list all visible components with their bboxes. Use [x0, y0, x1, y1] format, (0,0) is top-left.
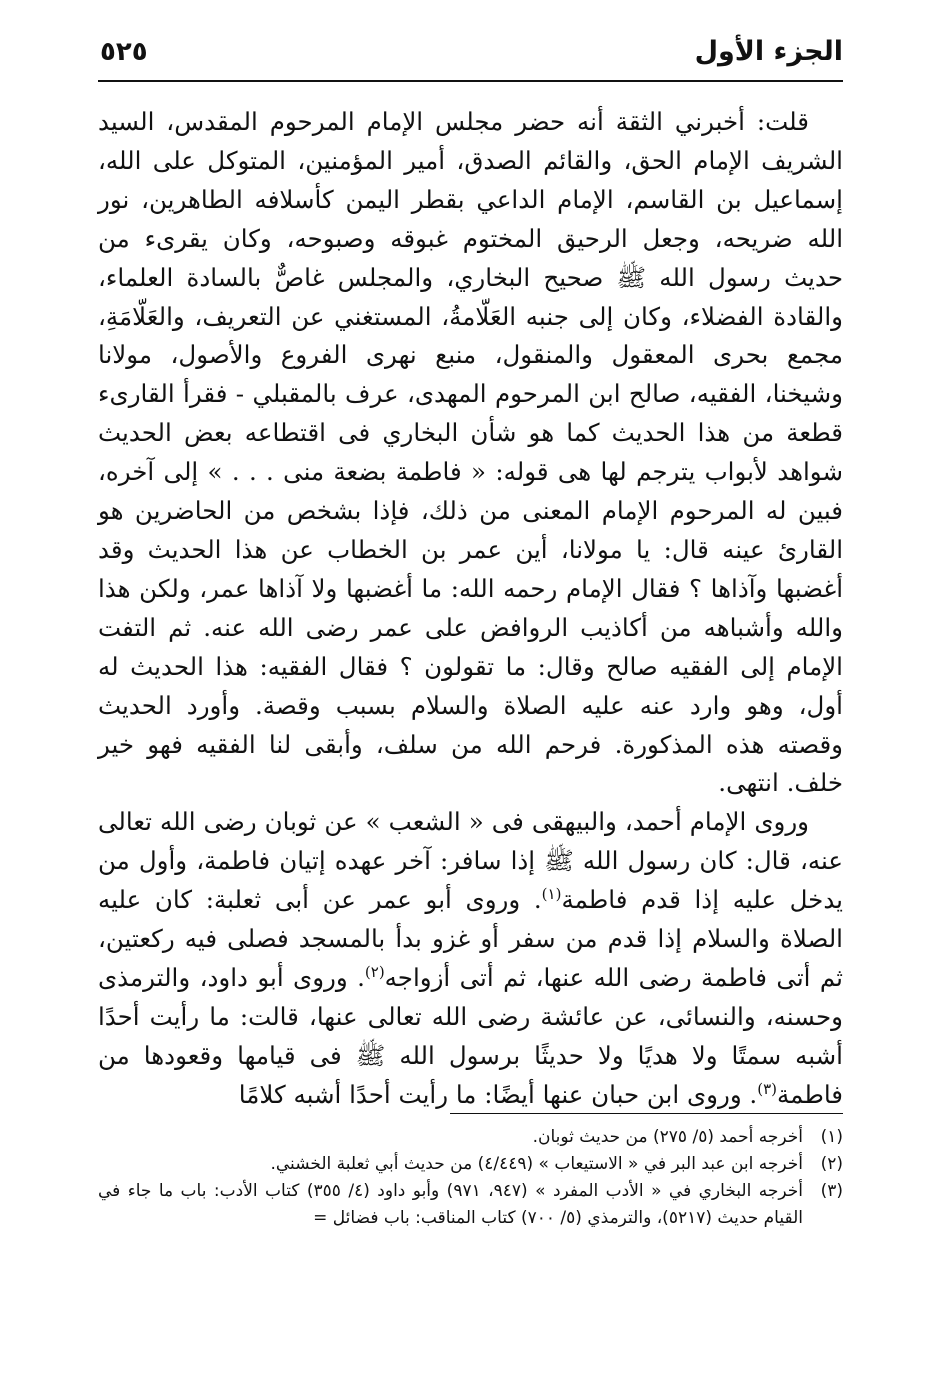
footnote-item — [98, 1151, 843, 1178]
footnote-item — [98, 1124, 843, 1151]
page-number: ٥٢٥ — [100, 37, 148, 67]
paragraph-2-part-d: . وروى ابن حبان عنها أيضًا: ما رأيت أحدًا أشبه كلامًا — [238, 1079, 758, 1109]
footnote-number: (٢) — [820, 1154, 843, 1174]
paragraph-2-part-c: . وروى أبو داود، والترمذى وحسنه، والنسائى، عن عائشة رضى الله تعالى عنها، قالت: ما رأيت أحدًا أشبه سمتًا ولا هديًا ولا حديثًا برسول الله ﷺ فى قيامها وقعودها من فاطمة — [98, 962, 843, 1109]
footnote-number: (١) — [820, 1127, 843, 1147]
footnote-ref-3[interactable]: (٣) — [757, 1079, 778, 1098]
footnote-text: أخرجه ابن عبد البر في « الاستيعاب » (٤/٤٤٩) من حديث أبي ثعلبة الخشني. — [270, 1154, 803, 1174]
volume-title: الجزء الأول — [694, 36, 843, 67]
main-text — [98, 103, 843, 1115]
footnote-number: (٣) — [820, 1181, 843, 1201]
footnote-ref-2[interactable]: (٢) — [364, 962, 385, 981]
paragraph-1: قلت: أخبرني الثقة أنه حضر مجلس الإمام المرحوم المقدس، السيد الشريف الإمام الحق، والقائم الصدق، أمير المؤمنين، المتوكل على الله، إسماعيل بن القاسم، الإمام الداعي بقطر اليمن كأسلافه الطاهرين، نور الله ضريحه، وجعل الرحيق المختوم غبوقه وصبوحه، وكان يقرىء من حديث رسول الله ﷺ صحيح البخاري، والمجلس غاصٌّ بالسادة العلماء، والقادة الفضلاء، وكان إلى جنبه العَلّامةُ، المستغني عن التعريف، والعَلّامَةِ، مجمع بحرى المعقول والمنقول، منبع نهرى الفروع والأصول، مولانا وشيخنا، الفقيه، صالح ابن المرحوم المهدى، عرف بالمقبلي - فقرأ القارىء قطعة من هذا الحديث كما هو شأن البخاري فى اقتطاعه بعض الحديث شواهد لأبواب يترجم لها هى قوله: « فاطمة بضعة منى . . . » إلى آخره، فبين له المرحوم الإمام المعنى من ذلك، فإذا بشخص من الحاضرين هو القارئ عينه قال: يا مولانا، أين عمر بن الخطاب عن هذا الحديث وقد أغضبها وآذاها ؟ فقال الإمام رحمه الله: ما أغضبها ولا آذاها عمر، ولكن هذا والله وأشباهه من أكاذيب الروافض على عمر رضى الله عنه. ثم التفت الإمام إلى الفقيه صالح وقال: ما تقولون ؟ فقال الفقيه: هذا الحديث له أول، وهو وارد عنه عليه الصلاة والسلام بسبب وقصة. وأورد الحديث وقصته هذه المذكورة. فرحم الله من سلف، وأبقى لنا الفقيه فهو خير خلف. انتهى. — [98, 107, 843, 798]
paragraph-2 — [98, 803, 843, 1114]
footnote-item — [98, 1178, 843, 1232]
paragraph-2-part-b: . وروى أبو عمر عن أبى ثعلبة: كان عليه الصلاة والسلام إذا قدم من سفر أو غزو بدأ بالمسجد فصلى فيه ركعتين، ثم أتى فاطمة رضى الله عنها، ثم أتى أزواجه — [98, 885, 843, 992]
header-divider — [98, 80, 843, 82]
footnote-text: أخرجه البخاري في « الأدب المفرد » (٩٤٧، ٩٧١) وأبو داود (٤/ ٣٥٥) كتاب الأدب: باب ما جاء في القيام حديث (٥٢١٧)، والترمذي (٥/ ٧٠٠) كتاب المناقب: باب فضائل = — [98, 1181, 803, 1228]
footnote-ref-1[interactable]: (١) — [541, 884, 562, 903]
footnote-text: أخرجه أحمد (٥/ ٢٧٥) من حديث ثوبان. — [532, 1127, 803, 1147]
running-header — [98, 30, 843, 80]
footnote-divider — [450, 1113, 843, 1114]
footnotes — [98, 1124, 843, 1232]
paragraph-2-part-a: وروى الإمام أحمد، والبيهقى فى « الشعب » عن ثوبان رضى الله تعالى عنه، قال: كان رسول الله ﷺ إذا سافر: آخر عهده إتيان فاطمة، وأول من يدخل عليه إذا قدم فاطمة — [98, 807, 844, 915]
